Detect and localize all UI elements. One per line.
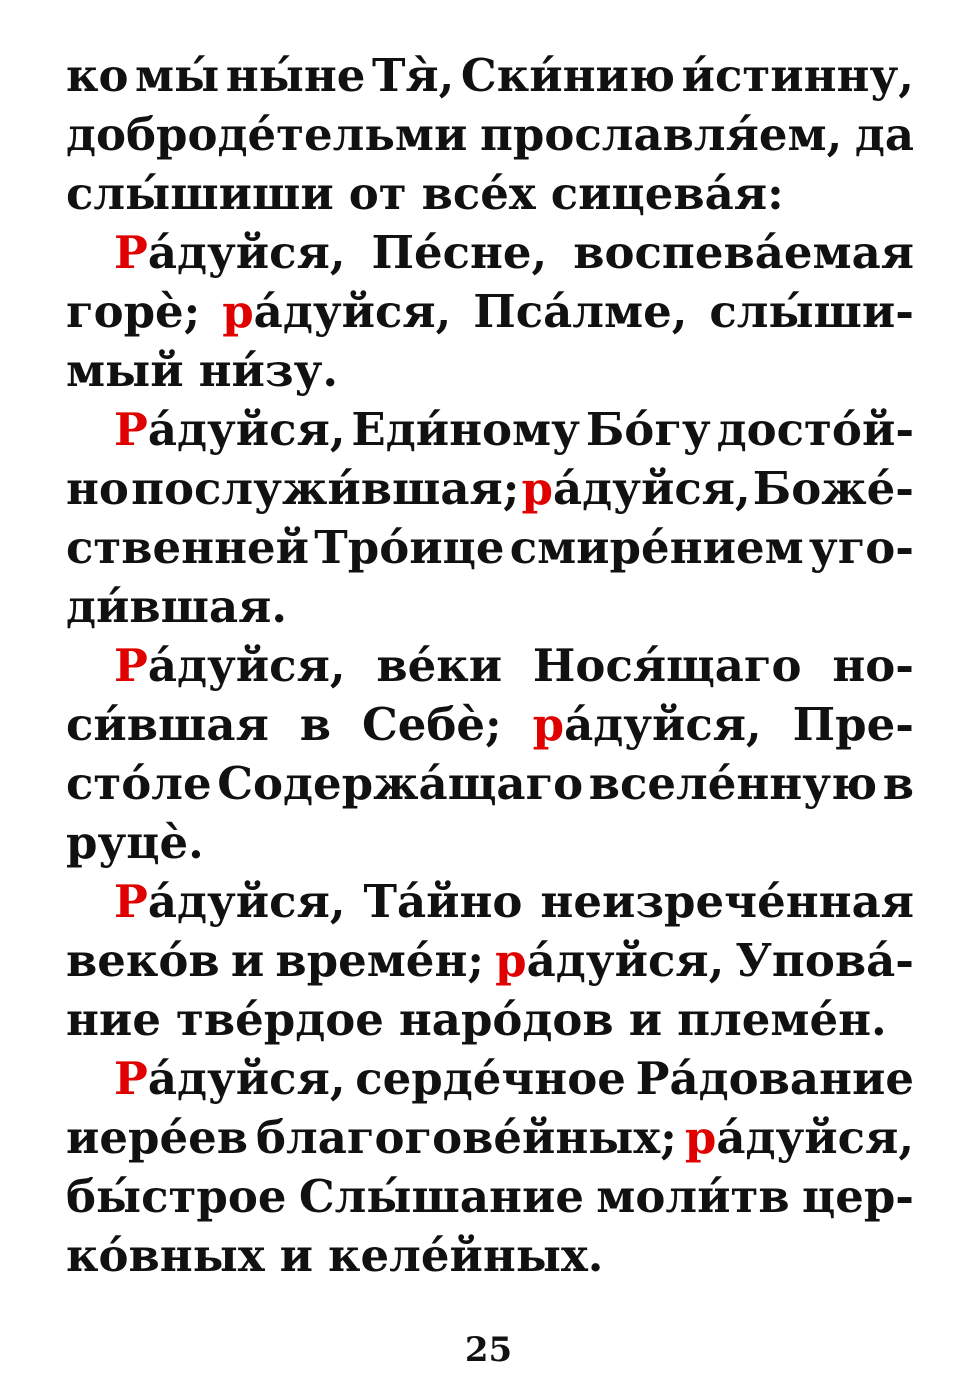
word bbox=[540, 872, 914, 931]
text-line bbox=[66, 341, 914, 400]
akathist-text bbox=[66, 46, 914, 1285]
word-text: Упова́- bbox=[735, 934, 914, 987]
word-text: иере́ев bbox=[66, 1111, 248, 1164]
word-text: Слы́шание bbox=[298, 1170, 584, 1223]
word bbox=[422, 164, 536, 223]
text-line bbox=[66, 223, 914, 282]
word bbox=[682, 46, 914, 105]
word bbox=[226, 46, 366, 105]
text-line bbox=[66, 518, 914, 577]
word bbox=[533, 695, 762, 754]
word bbox=[231, 931, 264, 990]
word-text: и́стинну, bbox=[681, 49, 914, 102]
word-text: а́дуйся, bbox=[147, 226, 346, 279]
word bbox=[222, 282, 451, 341]
word bbox=[480, 105, 842, 164]
word-text: бы́строе bbox=[66, 1170, 287, 1223]
text-line bbox=[66, 1108, 914, 1167]
word bbox=[362, 695, 502, 754]
word-text: в bbox=[882, 757, 914, 810]
word-text: Себѐ; bbox=[361, 698, 502, 751]
word bbox=[256, 1108, 677, 1167]
word bbox=[114, 872, 346, 931]
word bbox=[735, 931, 914, 990]
word bbox=[199, 341, 339, 400]
word bbox=[349, 164, 407, 223]
red-initial: р bbox=[684, 1111, 717, 1164]
word-text: ни́зу. bbox=[198, 344, 339, 397]
word bbox=[510, 518, 804, 577]
word bbox=[131, 459, 519, 518]
word bbox=[114, 636, 346, 695]
word-text: Содержа́щаго bbox=[217, 757, 584, 810]
word-text: племе́н. bbox=[677, 993, 887, 1046]
word bbox=[717, 400, 914, 459]
word-text: а́дуйся, bbox=[253, 285, 452, 338]
word bbox=[66, 754, 212, 813]
word-text: а́дуйся, bbox=[147, 639, 346, 692]
word bbox=[793, 695, 914, 754]
word bbox=[589, 754, 877, 813]
word bbox=[66, 341, 184, 400]
word-text: Еди́ному bbox=[351, 403, 580, 456]
red-initial: р bbox=[521, 462, 553, 515]
word-text: все́х bbox=[421, 167, 536, 220]
word bbox=[114, 400, 346, 459]
word-text: а́дуйся, bbox=[147, 403, 346, 456]
red-initial: р bbox=[495, 934, 527, 987]
word bbox=[802, 1167, 914, 1226]
word bbox=[473, 282, 687, 341]
word bbox=[753, 459, 914, 518]
word-text: моли́тв bbox=[596, 1170, 790, 1223]
word-text: келе́йных. bbox=[328, 1229, 604, 1282]
word-text: ве́ки bbox=[376, 639, 503, 692]
word-text: а́дуйся, bbox=[147, 1052, 346, 1105]
text-line bbox=[66, 459, 914, 518]
word-text: а́дуйся, bbox=[553, 462, 751, 515]
word-text: а́дуйся, bbox=[526, 934, 725, 987]
word-text: досто́й- bbox=[716, 403, 914, 456]
red-initial: Р bbox=[114, 1052, 148, 1105]
word-text: мый bbox=[66, 344, 184, 397]
text-line bbox=[66, 577, 914, 636]
word-text: Ра́дование bbox=[635, 1052, 914, 1105]
word bbox=[299, 1167, 584, 1226]
word bbox=[114, 223, 346, 282]
word-text: Тро́ице bbox=[314, 521, 505, 574]
word bbox=[355, 1049, 626, 1108]
word-text: Бо́гу bbox=[585, 403, 711, 456]
word-text: цер- bbox=[801, 1170, 914, 1223]
word-text: Тя̀, bbox=[371, 49, 455, 102]
word-text: уго- bbox=[808, 521, 914, 574]
text-line bbox=[66, 1167, 914, 1226]
word bbox=[66, 1167, 287, 1226]
word-text: ко bbox=[66, 49, 129, 102]
word bbox=[522, 459, 751, 518]
word bbox=[66, 459, 129, 518]
word-text: ко́вных bbox=[66, 1229, 265, 1282]
word-text: веко́в bbox=[66, 934, 220, 987]
text-line bbox=[66, 813, 914, 872]
word bbox=[66, 1226, 265, 1285]
word-text: ди́вшая. bbox=[66, 580, 288, 633]
word-text: сто́ле bbox=[66, 757, 212, 810]
word bbox=[66, 577, 287, 636]
word bbox=[709, 282, 914, 341]
text-line bbox=[66, 754, 914, 813]
red-initial: Р bbox=[114, 875, 148, 928]
word bbox=[66, 282, 200, 341]
word-text: но- bbox=[832, 639, 914, 692]
word-text: смире́нием bbox=[509, 521, 804, 574]
word bbox=[363, 872, 522, 931]
word-text: и bbox=[279, 1229, 314, 1282]
word-text: мы́ bbox=[135, 49, 220, 102]
word bbox=[551, 164, 784, 223]
word bbox=[586, 400, 711, 459]
word-text: серде́чное bbox=[355, 1052, 626, 1105]
text-line bbox=[66, 1049, 914, 1108]
word-text: си́вшая bbox=[66, 698, 269, 751]
word bbox=[573, 223, 914, 282]
red-initial: Р bbox=[114, 403, 148, 456]
text-line bbox=[66, 931, 914, 990]
word-text: и bbox=[230, 934, 265, 987]
word bbox=[376, 636, 502, 695]
word bbox=[596, 1167, 789, 1226]
word bbox=[883, 754, 914, 813]
word bbox=[351, 400, 580, 459]
word bbox=[280, 1226, 313, 1285]
word-text: воспева́емая bbox=[573, 226, 914, 279]
word-text: доброде́тельми bbox=[66, 108, 468, 161]
word bbox=[809, 518, 914, 577]
text-line bbox=[66, 990, 914, 1049]
word bbox=[832, 636, 914, 695]
word bbox=[371, 223, 547, 282]
word bbox=[328, 1226, 603, 1285]
word bbox=[176, 990, 384, 1049]
word-text: а́дуйся, bbox=[716, 1111, 914, 1164]
word-text: в bbox=[299, 698, 332, 751]
red-initial: р bbox=[532, 698, 565, 751]
word-text: а́дуйся, bbox=[147, 875, 346, 928]
word bbox=[66, 990, 161, 1049]
word bbox=[855, 105, 914, 164]
word-text: но bbox=[66, 462, 129, 515]
word bbox=[66, 105, 467, 164]
word-text: прославля́ем, bbox=[479, 108, 843, 161]
word-text: послужи́вшая; bbox=[131, 462, 520, 515]
text-line bbox=[66, 400, 914, 459]
word bbox=[66, 164, 334, 223]
word-text: Ски́нию bbox=[460, 49, 676, 102]
word-text: вселе́нную bbox=[588, 757, 878, 810]
word bbox=[300, 695, 331, 754]
text-line bbox=[66, 46, 914, 105]
text-line bbox=[66, 636, 914, 695]
word bbox=[217, 754, 583, 813]
word-text: наро́дов bbox=[398, 993, 614, 1046]
word bbox=[495, 931, 724, 990]
red-initial: р bbox=[222, 285, 254, 338]
word bbox=[114, 1049, 346, 1108]
word bbox=[399, 990, 614, 1049]
word-text: слы́шиши bbox=[66, 167, 334, 220]
word-text: Пре- bbox=[792, 698, 914, 751]
word bbox=[66, 1108, 248, 1167]
word-text: а́дуйся, bbox=[564, 698, 762, 751]
word bbox=[629, 990, 662, 1049]
word bbox=[677, 990, 887, 1049]
word-text: сицева́я: bbox=[550, 167, 784, 220]
word bbox=[66, 46, 129, 105]
word-text: от bbox=[348, 167, 407, 220]
red-initial: Р bbox=[114, 226, 148, 279]
text-line bbox=[66, 872, 914, 931]
word-text: неизрече́нная bbox=[540, 875, 914, 928]
text-line bbox=[66, 695, 914, 754]
page-number: 25 bbox=[464, 1330, 513, 1370]
word bbox=[66, 695, 269, 754]
word-text: време́н; bbox=[275, 934, 484, 987]
word bbox=[66, 813, 204, 872]
word-text: Пса́лме, bbox=[473, 285, 688, 338]
word-text: слы́ши- bbox=[709, 285, 914, 338]
text-line bbox=[66, 164, 914, 223]
word-text: Пе́сне, bbox=[371, 226, 548, 279]
word-text: Нося́щаго bbox=[532, 639, 802, 692]
red-initial: Р bbox=[114, 639, 148, 692]
text-line bbox=[66, 282, 914, 341]
word-text: горѐ; bbox=[66, 285, 201, 338]
word bbox=[66, 518, 309, 577]
word-text: ние bbox=[66, 993, 161, 1046]
word bbox=[685, 1108, 914, 1167]
word-text: руцѐ. bbox=[66, 816, 204, 869]
word-text: и bbox=[628, 993, 663, 1046]
word-text: ны́не bbox=[225, 49, 366, 102]
word bbox=[66, 931, 220, 990]
word bbox=[636, 1049, 914, 1108]
word-text: ственней bbox=[66, 521, 310, 574]
word bbox=[314, 518, 504, 577]
word bbox=[372, 46, 454, 105]
word-text: тве́рдое bbox=[175, 993, 384, 1046]
word bbox=[461, 46, 675, 105]
word-text: Боже́- bbox=[752, 462, 914, 515]
text-line bbox=[66, 1226, 914, 1285]
text-line bbox=[66, 105, 914, 164]
word-text: благогове́йных; bbox=[256, 1111, 677, 1164]
word bbox=[275, 931, 484, 990]
word-text: да bbox=[854, 108, 914, 161]
word-text: Та́йно bbox=[363, 875, 523, 928]
word bbox=[135, 46, 219, 105]
word bbox=[533, 636, 802, 695]
